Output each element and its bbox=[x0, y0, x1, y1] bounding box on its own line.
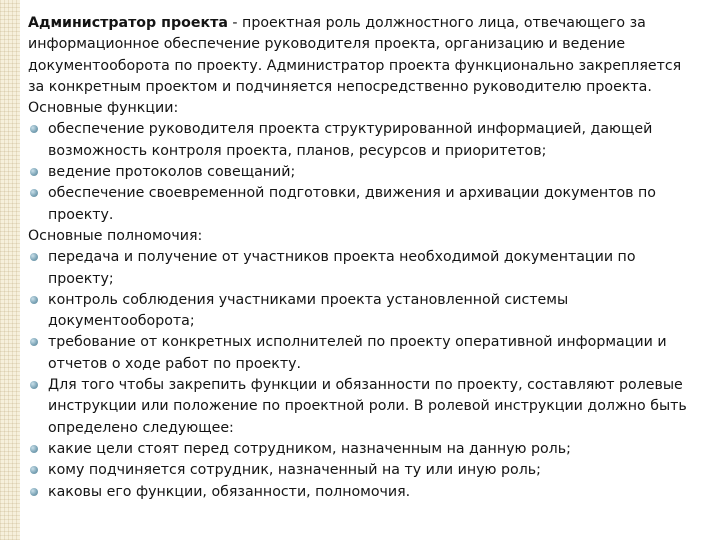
bullet-icon bbox=[30, 125, 38, 133]
bullet-icon bbox=[30, 296, 38, 304]
power-item: какие цели стоят перед сотрудником, назначенным на данную роль; bbox=[48, 440, 571, 457]
list-item bbox=[28, 375, 692, 439]
bullet-icon bbox=[30, 488, 38, 496]
functions-list bbox=[28, 119, 692, 225]
power-item: контроль соблюдения участниками проекта установленной системы документооборота; bbox=[48, 291, 569, 330]
power-item: каковы его функции, обязанности, полномочия. bbox=[48, 483, 411, 500]
list-item bbox=[28, 482, 692, 503]
bullet-icon bbox=[30, 253, 38, 261]
bullet-icon bbox=[30, 466, 38, 474]
powers-list bbox=[28, 247, 692, 503]
bullet-icon bbox=[30, 168, 38, 176]
power-item: кому подчиняется сотрудник, назначенный на ту или иную роль; bbox=[48, 462, 541, 479]
list-item bbox=[28, 183, 692, 226]
list-item bbox=[28, 247, 692, 290]
power-item: требование от конкретных исполнителей по проекту оперативной информации и отчетов о ходе работ по проекту. bbox=[48, 334, 667, 372]
bullet-icon bbox=[30, 381, 38, 389]
decorative-side-strip bbox=[0, 0, 20, 540]
power-item: передача и получение от участников проекта необходимой документации по проекту; bbox=[48, 249, 636, 287]
power-item: Для того чтобы закрепить функции и обязанности по проекту, составляют ролевые инструкции или положение по проектной роли. В ролевой инструкции должно быть определено следующее: bbox=[48, 377, 687, 436]
list-item bbox=[28, 119, 692, 162]
list-item bbox=[28, 439, 692, 460]
list-item bbox=[28, 332, 692, 375]
bullet-icon bbox=[30, 189, 38, 197]
bullet-icon bbox=[30, 338, 38, 346]
slide-content bbox=[28, 13, 692, 503]
list-item bbox=[28, 460, 692, 481]
list-item bbox=[28, 290, 692, 333]
intro-paragraph bbox=[28, 13, 692, 98]
function-item: обеспечение руководителя проекта структурированной информацией, дающей возможность контроля проекта, планов, ресурсов и приоритетов; bbox=[48, 121, 653, 159]
bullet-icon bbox=[30, 445, 38, 453]
list-item bbox=[28, 162, 692, 183]
function-item: обеспечение своевременной подготовки, движения и архивации документов по проекту. bbox=[48, 185, 656, 223]
function-item: ведение протоколов совещаний; bbox=[48, 164, 296, 181]
functions-heading: Основные функции: bbox=[28, 100, 179, 117]
role-definition: - проектная роль должностного лица, отвечающего за информационное обеспечение руководителя проекта, организацию и ведение документооборота по проекту. Администратор проекта функционально закрепляется за конкретным проектом и подчиняется непосредственно руководителю проекта. bbox=[28, 15, 682, 95]
role-title: Администратор проекта bbox=[28, 15, 228, 31]
powers-heading: Основные полномочия: bbox=[28, 227, 203, 244]
